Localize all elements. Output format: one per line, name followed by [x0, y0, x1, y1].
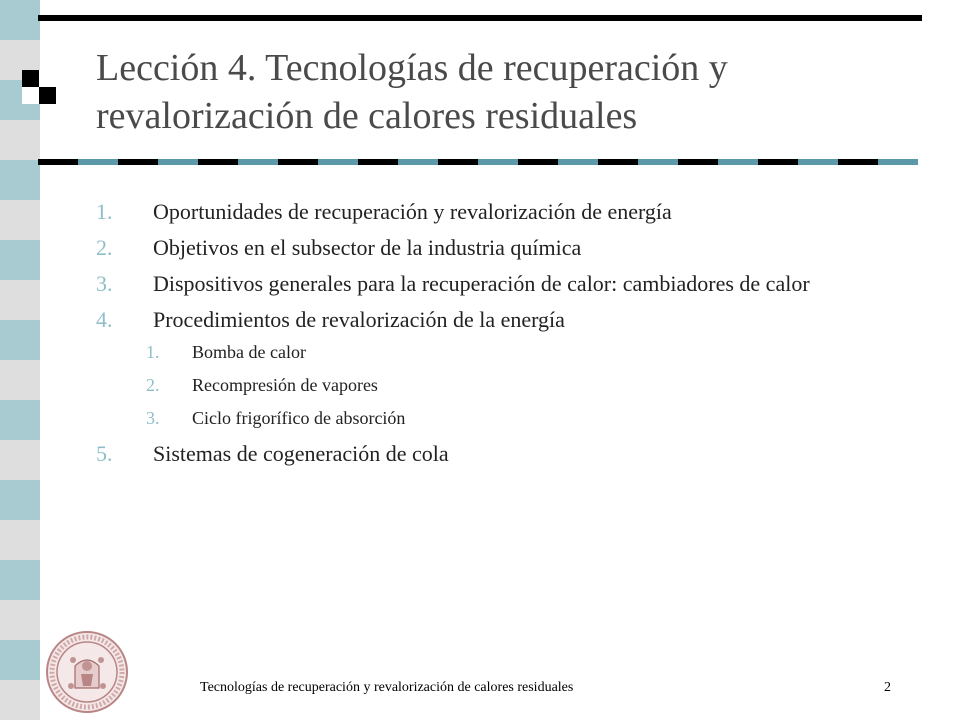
stripe-block [0, 0, 40, 40]
rule-segment [358, 159, 398, 165]
item-text: Objetivos en el subsector de la industria química [153, 235, 582, 260]
rule-segment [238, 159, 278, 165]
checker-square-icon [22, 70, 56, 104]
outline-list [96, 198, 916, 468]
item-text: Sistemas de cogeneración de cola [153, 441, 449, 466]
sub-list-item [96, 406, 916, 430]
rule-segment [758, 159, 798, 165]
rule-segment [558, 159, 598, 165]
item-number: 4. [96, 307, 113, 332]
rule-segment [518, 159, 558, 165]
rule-segment [718, 159, 758, 165]
top-rule [38, 15, 922, 21]
rule-segment [478, 159, 518, 165]
rule-segment [598, 159, 638, 165]
sub-item-text: Bomba de calor [192, 342, 306, 362]
rule-segment [838, 159, 878, 165]
stripe-block [0, 200, 40, 240]
rule-segment [198, 159, 238, 165]
list-item [96, 198, 916, 226]
item-number: 5. [96, 441, 113, 466]
item-number: 3. [96, 271, 113, 296]
stripe-block [0, 360, 40, 400]
rule-segment [118, 159, 158, 165]
stripe-block [0, 280, 40, 320]
stripe-block [0, 640, 40, 680]
left-decorative-stripe [0, 0, 40, 720]
stripe-block [0, 120, 40, 160]
sub-item-number: 2. [146, 375, 160, 395]
item-text: Oportunidades de recuperación y revalorización de energía [153, 199, 672, 224]
sub-item-text: Recompresión de vapores [192, 375, 378, 395]
stripe-block [0, 160, 40, 200]
item-number: 2. [96, 235, 113, 260]
sub-item-number: 1. [146, 342, 160, 362]
stripe-block [0, 560, 40, 600]
university-seal-icon [45, 630, 129, 714]
sub-item-text: Ciclo frigorífico de absorción [192, 408, 406, 428]
rule-segment [278, 159, 318, 165]
item-number: 1. [96, 199, 113, 224]
title-dashed-rule [38, 159, 914, 165]
stripe-block [0, 440, 40, 480]
footer-text: Tecnologías de recuperación y revalorización de calores residuales [200, 680, 574, 695]
stripe-block [0, 680, 40, 720]
sub-list-item [96, 340, 916, 364]
rule-segment [438, 159, 478, 165]
list-item [96, 234, 916, 262]
stripe-block [0, 400, 40, 440]
stripe-block [0, 320, 40, 360]
rule-segment [78, 159, 118, 165]
stripe-block [0, 480, 40, 520]
sub-item-number: 3. [146, 408, 160, 428]
page-number: 2 [884, 680, 891, 695]
rule-segment [878, 159, 918, 165]
list-item [96, 306, 916, 334]
slide-title: Lección 4. Tecnologías de recuperación y revalorización de calores residuales [96, 47, 728, 137]
list-item [96, 440, 916, 468]
sub-list-item [96, 373, 916, 397]
rule-segment [398, 159, 438, 165]
stripe-block [0, 520, 40, 560]
item-text: Procedimientos de revalorización de la energía [153, 307, 565, 332]
rule-segment [318, 159, 358, 165]
rule-segment [158, 159, 198, 165]
rule-segment [798, 159, 838, 165]
item-text: Dispositivos generales para la recuperación de calor: cambiadores de calor [153, 271, 810, 296]
stripe-block [0, 600, 40, 640]
list-item [96, 270, 916, 298]
rule-segment [678, 159, 718, 165]
rule-segment [38, 159, 78, 165]
stripe-block [0, 240, 40, 280]
rule-segment [638, 159, 678, 165]
